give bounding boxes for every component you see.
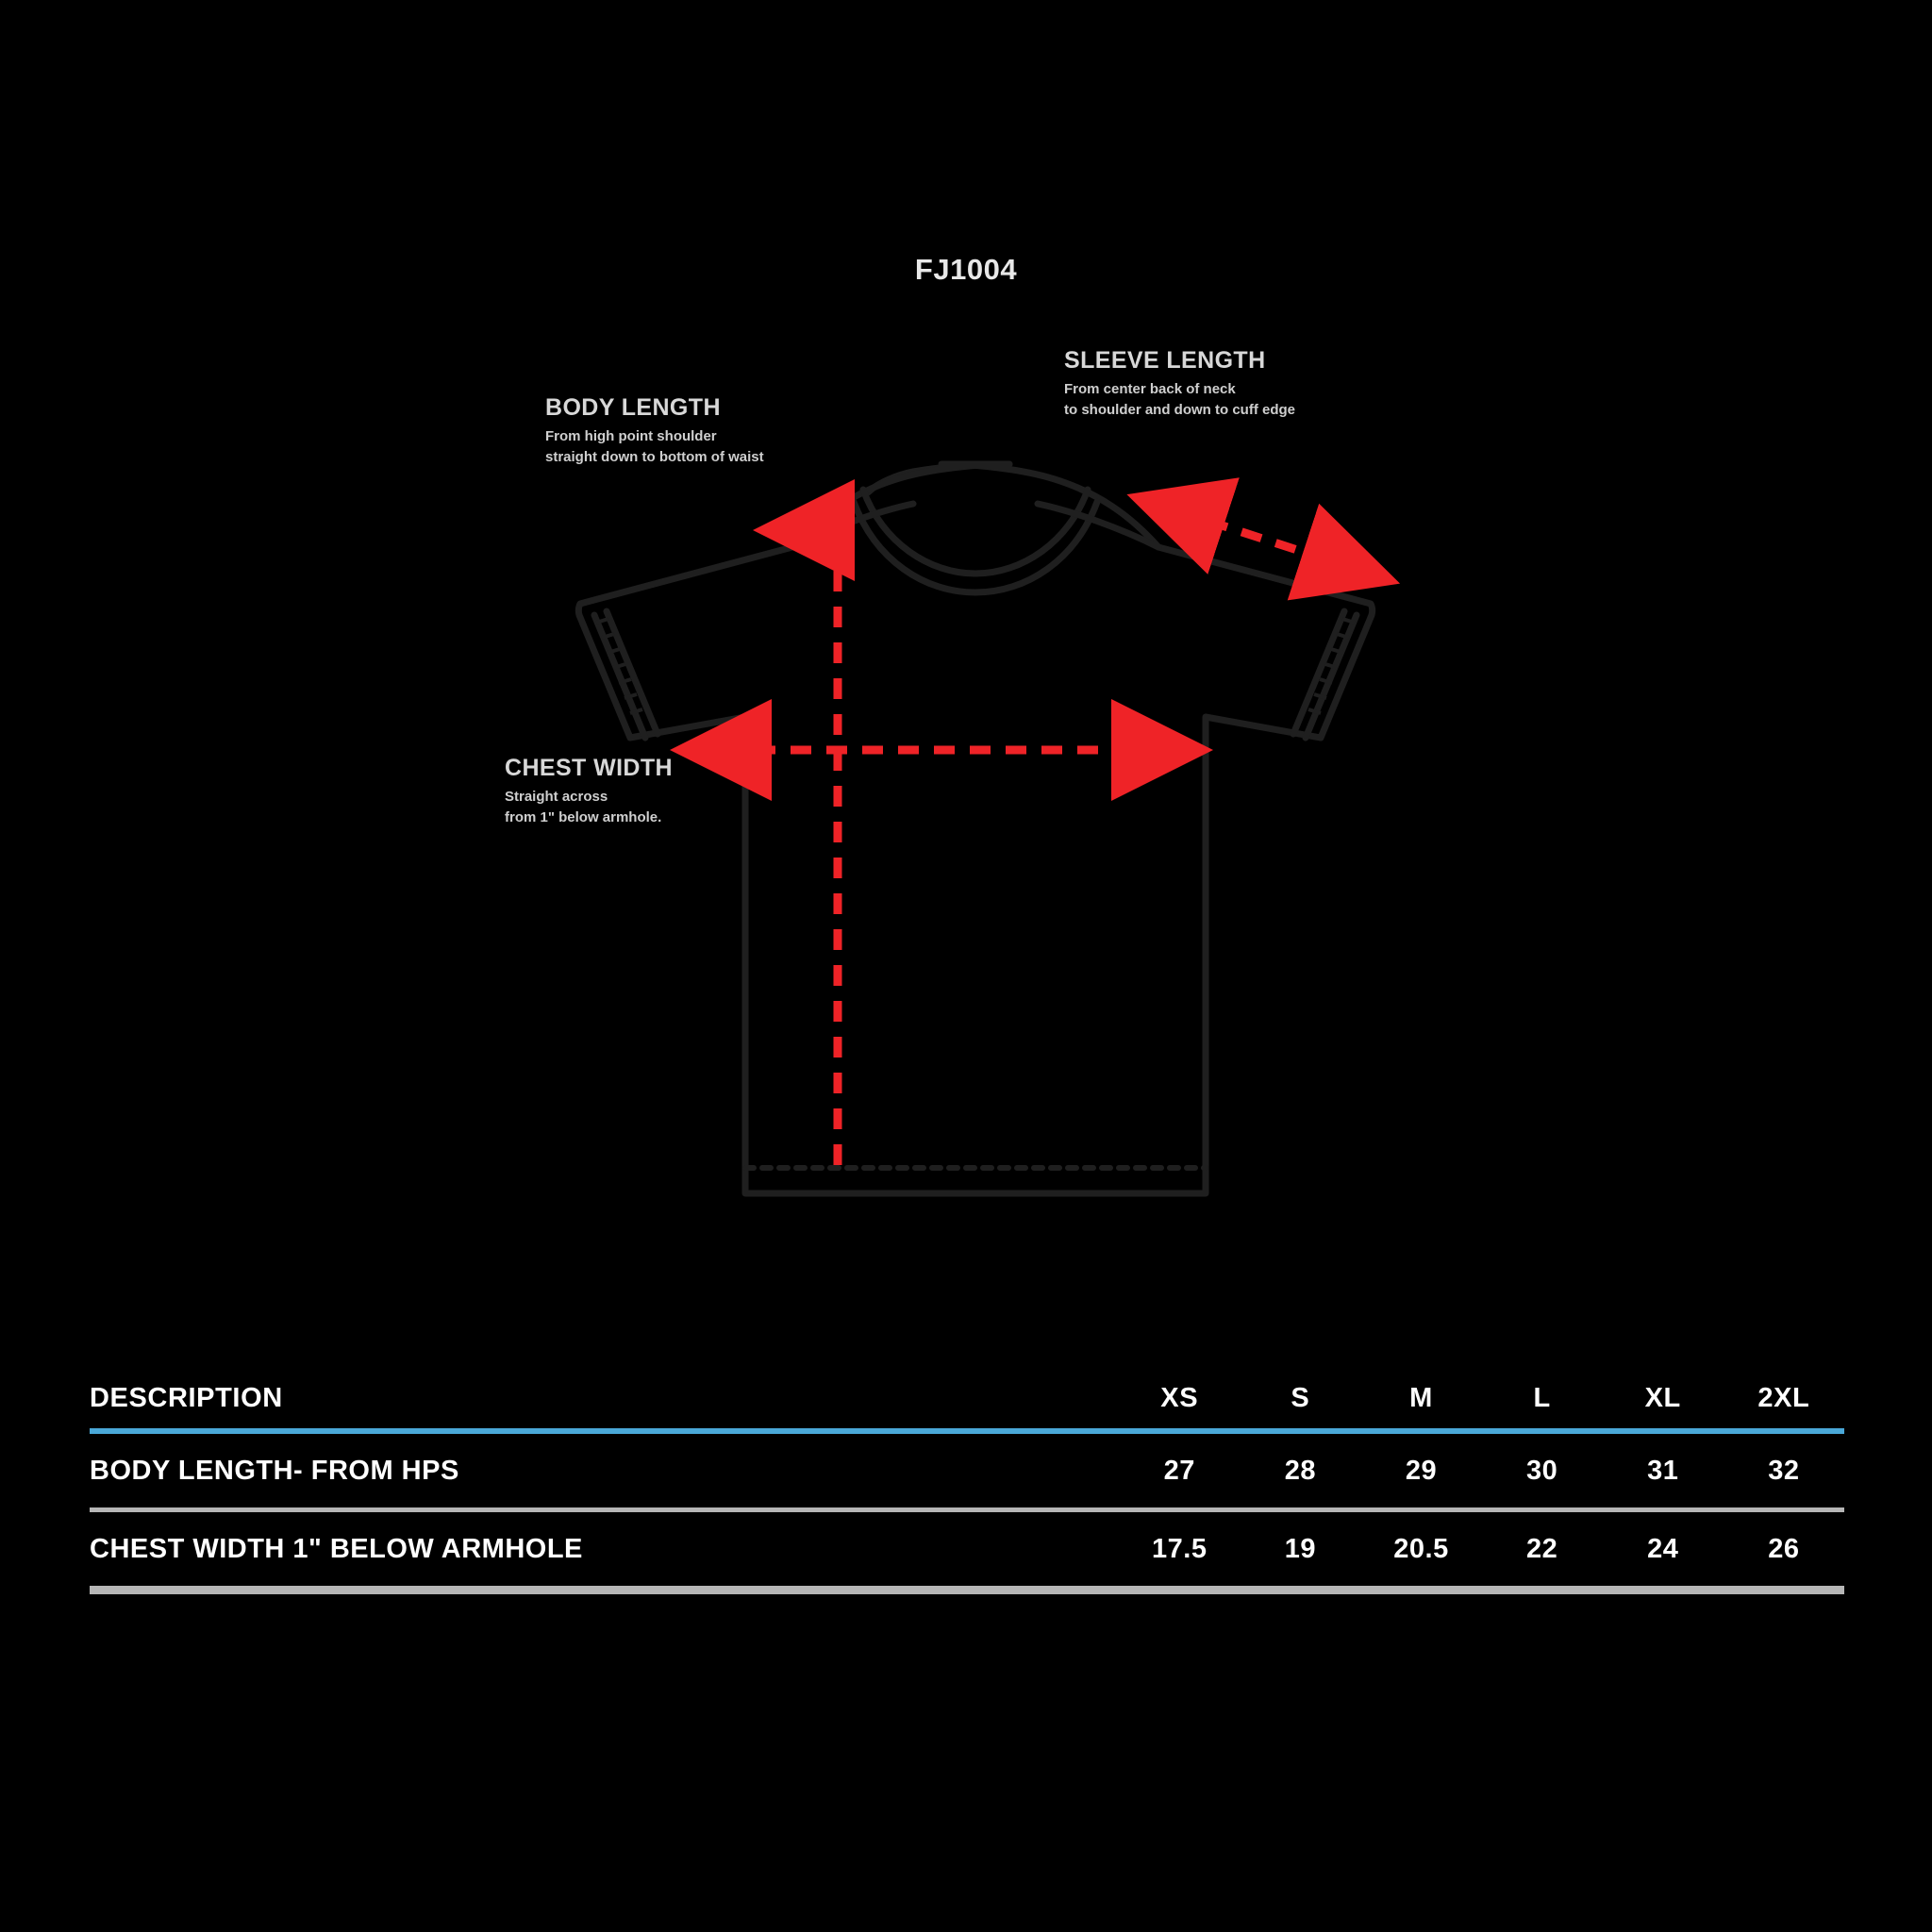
garment-outline [578,464,1372,1193]
column-header-s: S [1291,1382,1310,1413]
callout-sleeve-length-line2: to shoulder and down to cuff edge [1064,401,1295,418]
cell-body-length-2xl: 32 [1768,1455,1800,1486]
cell-chest-width-xl: 24 [1647,1533,1679,1564]
column-header-m: M [1409,1382,1433,1413]
cell-chest-width-2xl: 26 [1768,1533,1800,1564]
callout-chest-width-line2: from 1" below armhole. [505,808,662,825]
column-header-xs: XS [1160,1382,1199,1413]
row-label-chest-width: CHEST WIDTH 1" BELOW ARMHOLE [90,1533,583,1564]
cell-body-length-m: 29 [1405,1455,1438,1486]
cell-chest-width-s: 19 [1284,1533,1316,1564]
cell-body-length-xs: 27 [1163,1455,1195,1486]
callout-chest-width-title: CHEST WIDTH [505,755,673,781]
column-header-l: L [1533,1382,1551,1413]
cell-body-length-l: 30 [1525,1455,1558,1486]
table-row [90,1434,1844,1507]
cell-chest-width-xs: 17.5 [1152,1533,1208,1564]
callout-body-length [545,394,764,467]
cell-chest-width-m: 20.5 [1393,1533,1449,1564]
callout-body-length-line1: From high point shoulder [545,427,717,444]
callout-chest-width-line1: Straight across [505,788,608,805]
table-header-row [90,1368,1844,1428]
callout-sleeve-length-title: SLEEVE LENGTH [1064,347,1266,374]
cell-body-length-xl: 31 [1647,1455,1679,1486]
callout-sleeve-length-desc [1064,379,1295,421]
callout-body-length-line2: straight down to bottom of waist [545,448,764,465]
column-header-xl: XL [1644,1382,1681,1413]
callout-chest-width-desc [505,787,673,828]
callout-sleeve-length-line1: From center back of neck [1064,380,1236,397]
size-chart-table [90,1368,1844,1594]
cell-body-length-s: 28 [1284,1455,1316,1486]
row-label-body-length: BODY LENGTH- FROM HPS [90,1455,459,1486]
column-header-2xl: 2XL [1757,1382,1810,1413]
rule-grey-2 [90,1586,1844,1594]
callout-chest-width [505,755,673,827]
table-row [90,1512,1844,1586]
column-header-description: DESCRIPTION [90,1382,283,1413]
callout-sleeve-length [1064,347,1295,420]
cell-chest-width-l: 22 [1525,1533,1558,1564]
callout-body-length-title: BODY LENGTH [545,394,721,421]
row-rule-2 [90,1586,1844,1594]
style-code: FJ1004 [914,253,1018,286]
callout-body-length-desc [545,426,764,468]
